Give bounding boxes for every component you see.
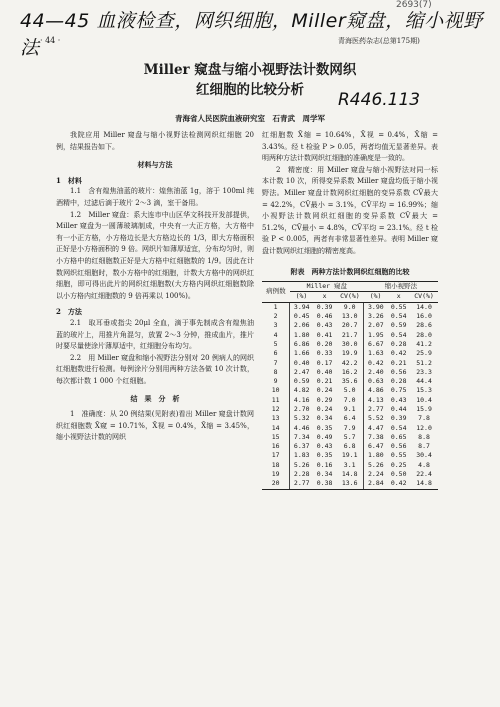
table-cell: 3.26 bbox=[368, 312, 384, 321]
table-cell: 30.0 bbox=[336, 340, 364, 349]
table-cell: 13.0 bbox=[336, 312, 364, 321]
table-cell: 0.59 bbox=[390, 321, 407, 330]
header-case: 病例数 bbox=[262, 282, 290, 303]
table-cell: 0.28 bbox=[390, 339, 407, 348]
table-cell: 0.44 bbox=[390, 404, 407, 413]
cell-case: 10 bbox=[262, 386, 290, 395]
table-row bbox=[262, 470, 438, 479]
left-column bbox=[56, 130, 254, 444]
table-cell: 2.40 bbox=[368, 367, 384, 376]
table-cell: 3.90 bbox=[368, 302, 384, 311]
table-row bbox=[262, 340, 438, 349]
table-row bbox=[262, 424, 438, 433]
table-row bbox=[262, 377, 438, 386]
cell-case: 6 bbox=[262, 349, 290, 358]
table-cell: 16.0 bbox=[416, 312, 432, 321]
table-cell: 0.42 bbox=[368, 358, 384, 367]
table-cell: 0.56 bbox=[390, 367, 407, 376]
table-cell: 0.42 bbox=[390, 349, 407, 358]
table-cell: 0.34 bbox=[316, 470, 333, 479]
table-row bbox=[262, 442, 438, 451]
table-cell: 5.7 bbox=[336, 433, 364, 442]
paragraph-1-2: 1.2 Miller 窥盘：系大连市中山区华文科技开发部提供，Miller 窥盘为一圆薄玻璃制成，中央有一大正方格，大方格中有一小正方格，小方格边长是大方格边长的 1/3，即大方格面积正好是小方格面积的 9 倍。网织片如薄厚适宜，分布均匀时，则小方格中的红细胞数正好是大方格中红细胞数的 1/9。因此在计数网织红细胞时，数小方格中的红细胞，计数大方格中的网织红细胞，即可得出此片的网织红细胞数(大方格内网织红细胞数除以小方格内红细胞数的 9 倍再乘以 100%)。 bbox=[56, 210, 254, 300]
table-cell: 6.67 bbox=[368, 339, 384, 348]
table-cell: 6.8 bbox=[336, 442, 364, 451]
table-cell: 1.83 bbox=[293, 451, 310, 460]
table-cell: 0.54 bbox=[390, 423, 407, 432]
article-title bbox=[0, 60, 500, 100]
title-line-1: Miller 窥盘与缩小视野法计数网织 bbox=[143, 62, 357, 78]
header-small-pct: (%) bbox=[364, 292, 387, 302]
table-cell: 6.86 bbox=[293, 339, 310, 348]
table-cell: 2.06 bbox=[293, 321, 310, 330]
table-cell: 13.6 bbox=[336, 479, 364, 489]
table-cell: 3.94 bbox=[293, 302, 310, 311]
authors: 青海省人民医院血液研究室 石青武 周学军 bbox=[175, 114, 325, 123]
table-cell: 0.25 bbox=[390, 460, 407, 469]
table-cell: 14.8 bbox=[336, 470, 364, 479]
header-miller-x: x bbox=[313, 292, 336, 302]
table-cell: 9.1 bbox=[336, 405, 364, 414]
table-cell: 0.49 bbox=[316, 432, 333, 441]
table-cell: 4.8 bbox=[418, 460, 430, 469]
header-miller-pct: (%) bbox=[290, 292, 313, 302]
table-cell: 0.54 bbox=[390, 312, 407, 321]
table-cell: 35.6 bbox=[336, 377, 364, 386]
table-cell: 5.26 bbox=[293, 460, 310, 469]
table-row bbox=[262, 368, 438, 377]
table-cell: 0.40 bbox=[316, 367, 333, 376]
table-cell: 4.13 bbox=[368, 395, 384, 404]
table-cell: 0.17 bbox=[316, 358, 333, 367]
table-cell: 0.75 bbox=[390, 386, 407, 395]
header-small-cv: CV(%) bbox=[410, 292, 438, 302]
paragraph-2-2: 2.2 用 Miller 窥盘和缩小视野法分别对 20 例病人的网织红细胞数进行检测。每例涂片分别用两种方法各做 10 次计数，每次都计数 1 000 个红细胞。 bbox=[56, 353, 254, 385]
table-cell: 0.29 bbox=[316, 395, 333, 404]
table-cell: 14.0 bbox=[416, 302, 432, 311]
heading-materials: 1 材料 bbox=[56, 175, 82, 185]
table-cell: 1.95 bbox=[368, 330, 384, 339]
table-cell: 7.38 bbox=[368, 432, 384, 441]
table-cell: 2.77 bbox=[290, 479, 313, 489]
table-cell: 2.47 bbox=[293, 367, 310, 376]
table-cell: 1.66 bbox=[293, 349, 310, 358]
table-cell: 0.39 bbox=[390, 414, 407, 423]
cell-case: 12 bbox=[262, 405, 290, 414]
table-row bbox=[262, 451, 438, 460]
table-row bbox=[262, 321, 438, 330]
table-cell: 2.24 bbox=[368, 470, 384, 479]
table-cell: 7.0 bbox=[336, 396, 364, 405]
table-cell: 6.47 bbox=[368, 442, 384, 451]
table-cell: 19.9 bbox=[336, 349, 364, 358]
table-cell: 20.7 bbox=[336, 321, 364, 330]
table-row bbox=[262, 349, 438, 358]
header-small-field: 缩小视野法 bbox=[364, 282, 438, 292]
paragraph-results-1: 1 准确度：从 20 例结果(见附表)看出 Miller 窥盘计数网织红细胞数 X̄窥 = 10.71%，X̄视 = 0.4%，X̄缩 = 3.45%，缩小视野法计数的网织 bbox=[56, 410, 254, 442]
table-caption: 附表 两种方法计数网织红细胞的比较 bbox=[290, 266, 410, 276]
table-cell: 1.63 bbox=[368, 349, 384, 358]
table-cell: 15.9 bbox=[416, 404, 432, 413]
table-cell: 2.70 bbox=[293, 404, 310, 413]
header-miller-cv: CV(%) bbox=[336, 292, 364, 302]
table-cell: 2.84 bbox=[364, 479, 387, 489]
table-row bbox=[262, 433, 438, 442]
cell-case: 16 bbox=[262, 442, 290, 451]
table-cell: 0.35 bbox=[316, 423, 333, 432]
table-cell: 4.16 bbox=[293, 395, 310, 404]
paragraph-1-1: 1.1 含有煌焦油蓝的玻片：煌焦油蓝 1g，溶于 100ml 纯酒精中，过滤后滴于玻片 2～3 滴，室干备用。 bbox=[56, 187, 254, 207]
table-row bbox=[262, 396, 438, 405]
table-cell: 0.43 bbox=[316, 442, 333, 451]
table-cell: 0.24 bbox=[316, 386, 333, 395]
table-cell: 30.4 bbox=[416, 451, 432, 460]
table-cell: 7.8 bbox=[418, 414, 430, 423]
table-cell: 2.77 bbox=[368, 404, 384, 413]
cell-case: 4 bbox=[262, 331, 290, 340]
journal-header: 青海医药杂志(总第175期) bbox=[338, 37, 420, 45]
table-cell: 15.3 bbox=[416, 386, 432, 395]
header-miller: Miller 窥盘 bbox=[290, 282, 364, 292]
section-heading-results: 结 果 分 析 bbox=[130, 394, 180, 404]
page-number: · 44 · bbox=[40, 36, 61, 45]
table-cell: 0.45 bbox=[293, 312, 310, 321]
table-cell: 0.33 bbox=[316, 349, 333, 358]
cell-case: 13 bbox=[262, 414, 290, 423]
table-cell: 6.37 bbox=[293, 442, 310, 451]
handwritten-reference: R446.113 bbox=[338, 90, 421, 110]
table-cell: 3.1 bbox=[336, 461, 364, 470]
table-cell: 4.86 bbox=[368, 386, 384, 395]
table-row bbox=[262, 312, 438, 321]
table-cell: 0.55 bbox=[390, 451, 407, 460]
table-cell: 41.2 bbox=[416, 339, 432, 348]
table-cell: 12.0 bbox=[416, 423, 432, 432]
table-cell: 0.41 bbox=[316, 330, 333, 339]
table-cell: 4.46 bbox=[293, 423, 310, 432]
table-cell: 0.24 bbox=[316, 404, 333, 413]
table-cell: 42.2 bbox=[336, 359, 364, 368]
handwritten-number: 2693(7) bbox=[396, 0, 432, 10]
cell-case: 11 bbox=[262, 396, 290, 405]
table-cell: 0.50 bbox=[390, 470, 407, 479]
cell-case: 15 bbox=[262, 433, 290, 442]
cell-case: 14 bbox=[262, 424, 290, 433]
table-row bbox=[262, 461, 438, 470]
table-cell: 0.38 bbox=[313, 479, 336, 489]
table-cell: 1.80 bbox=[368, 451, 384, 460]
paragraph-precision: 2 精密度：用 Miller 窥盘与缩小视野法对同一标本计数 10 次，所得变异系数 Miller 窥盘均低于缩小视野法。Miller 窥盘计数网织红细胞的变异系数 CV̄最大 = 42.2%，CV̄最小 = 3.1%，CV̄平均 = 16.99%；缩小视野法计数网织红细胞的变异系数 CV̄最大 = 51.2%，CV̄最小 = 4.8%，CV̄平均 = 23.1%。经 t 检验 P < 0.005，两者有非常显著性差异。表明 Miller 窥盘计数网织红细胞的精密度高。 bbox=[262, 165, 438, 255]
table-cell: 0.28 bbox=[390, 377, 407, 386]
table-cell: 0.42 bbox=[387, 479, 410, 489]
table-cell: 0.43 bbox=[316, 321, 333, 330]
cell-case: 17 bbox=[262, 451, 290, 460]
heading-methods: 2 方法 bbox=[56, 307, 82, 317]
table-cell: 0.40 bbox=[293, 358, 310, 367]
table-cell: 16.2 bbox=[336, 368, 364, 377]
table-cell: 0.21 bbox=[316, 377, 333, 386]
comparison-table bbox=[262, 281, 438, 490]
table-cell: 28.6 bbox=[416, 321, 432, 330]
table-cell: 5.52 bbox=[368, 414, 384, 423]
table-cell: 0.21 bbox=[390, 358, 407, 367]
table-cell: 2.07 bbox=[368, 321, 384, 330]
table-cell: 5.26 bbox=[368, 460, 384, 469]
table-row bbox=[262, 359, 438, 368]
table-cell: 8.7 bbox=[418, 442, 430, 451]
table-row bbox=[262, 414, 438, 423]
cell-case: 3 bbox=[262, 321, 290, 330]
table-cell: 28.0 bbox=[416, 330, 432, 339]
paragraph-results-1-cont: 红细胞数 X̄缩 = 10.64%，X̄视 = 0.4%，X̄缩 = 3.43%。经 t 检验 P > 0.05，两者均值无显著差异。表明两种方法计数网织红细胞的准确度是一致的。 bbox=[262, 131, 438, 163]
table-cell: 5.32 bbox=[293, 414, 310, 423]
right-column bbox=[262, 130, 438, 490]
handwritten-keywords: 44—45 血液检查，网织细胞，Miller窥盘，缩小视野法 bbox=[20, 10, 483, 59]
header-small-x: x bbox=[387, 292, 410, 302]
table-row bbox=[262, 302, 438, 312]
table-cell: 51.2 bbox=[416, 358, 432, 367]
table-cell: 6.4 bbox=[336, 414, 364, 423]
table-cell: 10.4 bbox=[416, 395, 432, 404]
table-row bbox=[262, 331, 438, 340]
table-row bbox=[262, 405, 438, 414]
cell-case: 2 bbox=[262, 312, 290, 321]
cell-case: 19 bbox=[262, 470, 290, 479]
table-cell: 0.46 bbox=[316, 312, 333, 321]
table-cell: 9.0 bbox=[336, 302, 364, 312]
table-cell: 0.63 bbox=[368, 377, 384, 386]
section-heading-materials: 材料与方法 bbox=[137, 160, 173, 170]
intro-paragraph: 我院应用 Miller 窥盘与缩小视野法检测网织红细胞 20 例，结果报告如下。 bbox=[56, 131, 254, 151]
table-cell: 22.4 bbox=[416, 470, 432, 479]
table-cell: 0.65 bbox=[390, 432, 407, 441]
table-cell: 0.39 bbox=[316, 302, 333, 311]
paragraph-2-1: 2.1 取耳垂或指尖 20μl 全血，滴于事先制成含有煌焦油蓝的玻片上，用推片角混匀，放置 2～3 分钟，推成血片，推片时要尽量使涂片薄厚适中，红细胞分布均匀。 bbox=[56, 318, 254, 351]
table-cell: 0.20 bbox=[316, 339, 333, 348]
table-cell: 0.59 bbox=[293, 377, 310, 386]
table-cell: 8.8 bbox=[418, 432, 430, 441]
table-cell: 25.9 bbox=[416, 349, 432, 358]
table-row bbox=[262, 386, 438, 395]
table-cell: 0.54 bbox=[390, 330, 407, 339]
table-cell: 2.28 bbox=[293, 470, 310, 479]
table-cell: 0.43 bbox=[390, 395, 407, 404]
cell-case: 9 bbox=[262, 377, 290, 386]
table-row bbox=[262, 479, 438, 489]
table-cell: 44.4 bbox=[416, 377, 432, 386]
cell-case: 20 bbox=[262, 479, 290, 489]
table-cell: 0.56 bbox=[390, 442, 407, 451]
cell-case: 18 bbox=[262, 461, 290, 470]
cell-case: 5 bbox=[262, 340, 290, 349]
table-cell: 5.0 bbox=[336, 386, 364, 395]
cell-case: 8 bbox=[262, 368, 290, 377]
table-cell: 21.7 bbox=[336, 331, 364, 340]
table-cell: 23.3 bbox=[416, 367, 432, 376]
table-cell: 0.16 bbox=[316, 460, 333, 469]
table-cell: 0.35 bbox=[316, 451, 333, 460]
table-cell: 4.82 bbox=[293, 386, 310, 395]
table-cell: 0.55 bbox=[390, 302, 407, 311]
cell-case: 1 bbox=[262, 302, 290, 312]
table-cell: 1.80 bbox=[293, 330, 310, 339]
title-line-2: 红细胞的比较分析 bbox=[196, 82, 304, 98]
table-cell: 14.8 bbox=[410, 479, 438, 489]
table-cell: 7.34 bbox=[293, 432, 310, 441]
cell-case: 7 bbox=[262, 359, 290, 368]
table-cell: 19.1 bbox=[336, 451, 364, 460]
table-cell: 0.34 bbox=[316, 414, 333, 423]
table-cell: 4.47 bbox=[368, 423, 384, 432]
table-cell: 7.9 bbox=[336, 424, 364, 433]
